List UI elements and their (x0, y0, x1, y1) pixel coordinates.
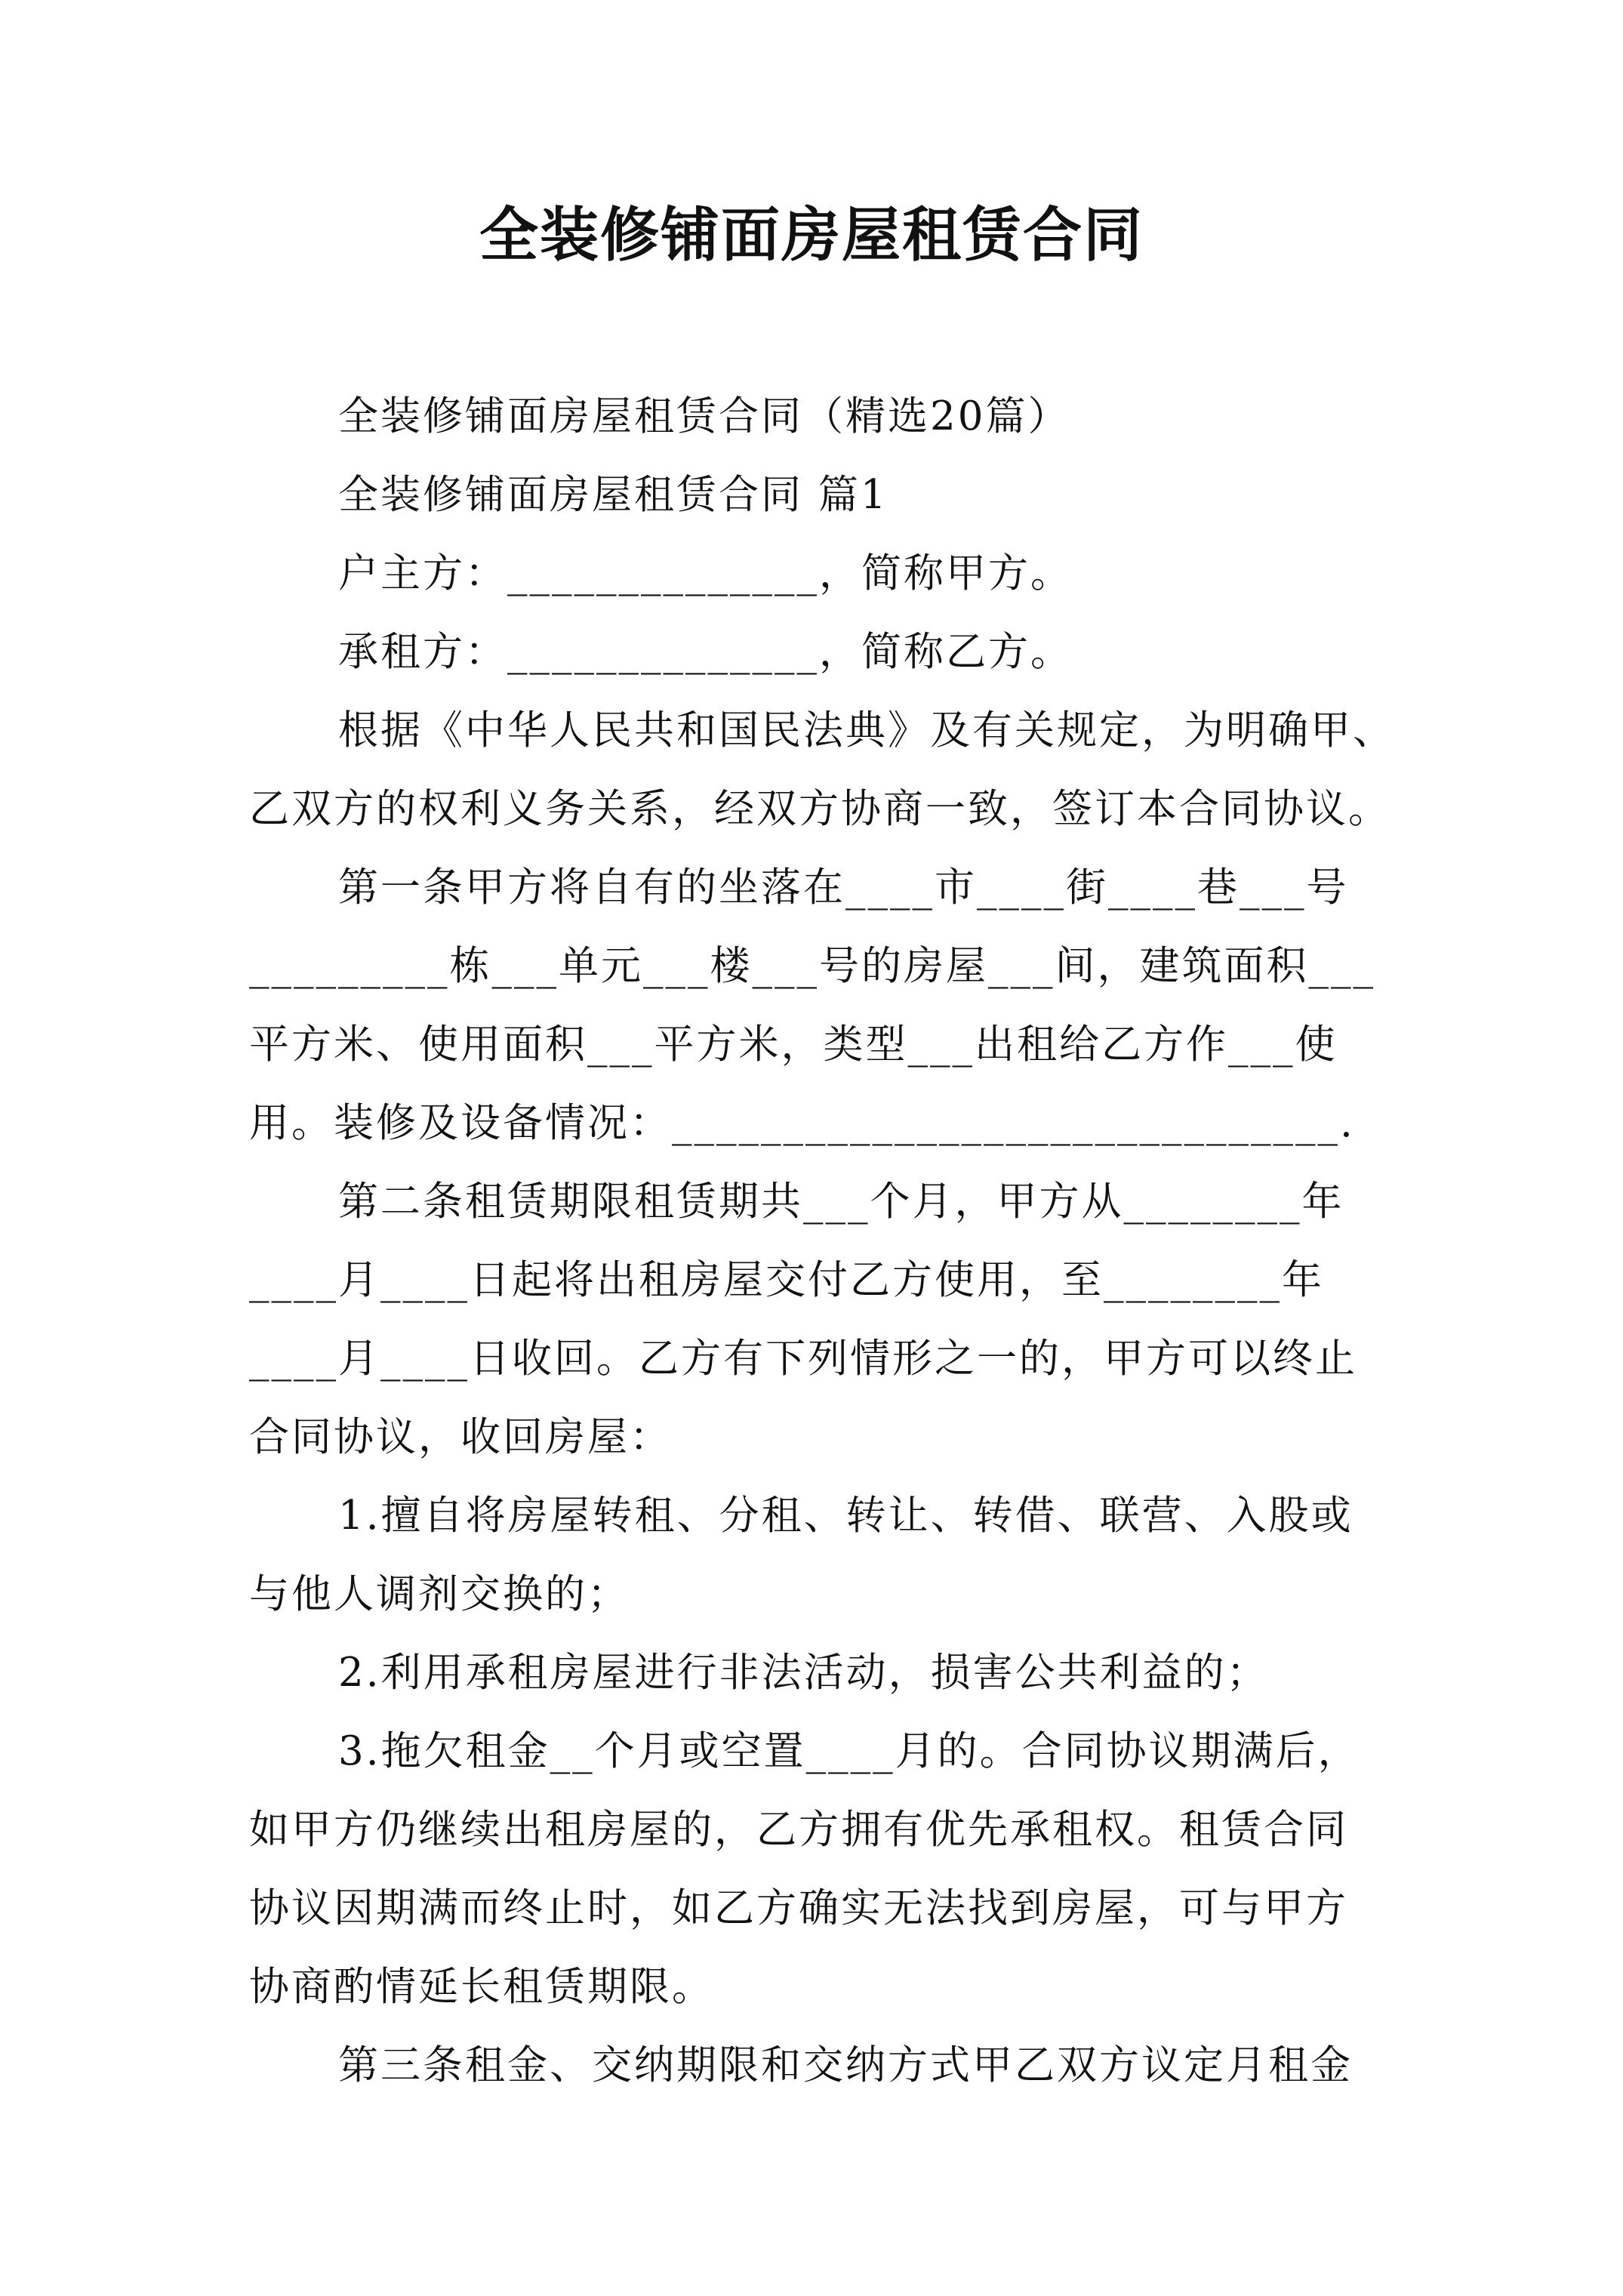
paragraph-line: 第三条租金、交纳期限和交纳方式甲乙双方议定月租金 (338, 2042, 1353, 2088)
paragraph-line: ____月____日收回。乙方有下列情形之一的，甲方可以终止 (249, 1336, 1357, 1382)
paragraph-line: 第二条租赁期限租赁期共___个月，甲方从________年 (338, 1179, 1344, 1225)
paragraph-line: 根据《中华人民共和国民法典》及有关规定，为明确甲、 (338, 707, 1395, 754)
paragraph-line: 平方米、使用面积___平方米，类型___出租给乙方作___使 (249, 1022, 1338, 1068)
paragraph-line: 第一条甲方将自有的坐落在____市____街____巷___号 (338, 864, 1349, 911)
paragraph-line: 承租方：______________，简称乙方。 (338, 629, 1073, 675)
document-title: 全装修铺面房屋租赁合同 (479, 201, 1144, 270)
paragraph-line: 如甲方仍继续出租房屋的，乙方拥有优先承租权。租赁合同 (249, 1807, 1348, 1853)
paragraph-line: 与他人调剂交换的； (249, 1571, 630, 1617)
paragraph-line: 合同协议，收回房屋： (249, 1414, 672, 1460)
paragraph-line: 全装修铺面房屋租赁合同 篇1 (338, 472, 888, 518)
paragraph-line: _________栋___单元___楼___号的房屋___间，建筑面积___ (249, 943, 1375, 989)
document-body (249, 378, 1395, 2105)
paragraph-line: 全装修铺面房屋租赁合同（精选20篇） (338, 393, 1070, 439)
paragraph-line: 户主方：______________，简称甲方。 (338, 550, 1073, 596)
paragraph-line: 用。装修及设备情况：______________________________. (249, 1100, 1355, 1146)
paragraph-line: 协议因期满而终止时，如乙方确实无法找到房屋，可与甲方 (249, 1885, 1348, 1931)
paragraph-line: 乙双方的权利义务关系，经双方协商一致，签订本合同协议。 (249, 786, 1390, 832)
paragraph-line: 2.利用承租房屋进行非法活动，损害公共利益的； (338, 1650, 1269, 1696)
paragraph-line: 1.擅自将房屋转租、分租、转让、转借、联营、入股或 (338, 1493, 1354, 1539)
paragraph-line: 3.拖欠租金__个月或空置____月的。合同协议期满后， (338, 1728, 1360, 1774)
paragraph-line: ____月____日起将出租房屋交付乙方使用，至________年 (249, 1257, 1324, 1303)
paragraph-line: 协商酌情延长租赁期限。 (249, 1964, 714, 2010)
